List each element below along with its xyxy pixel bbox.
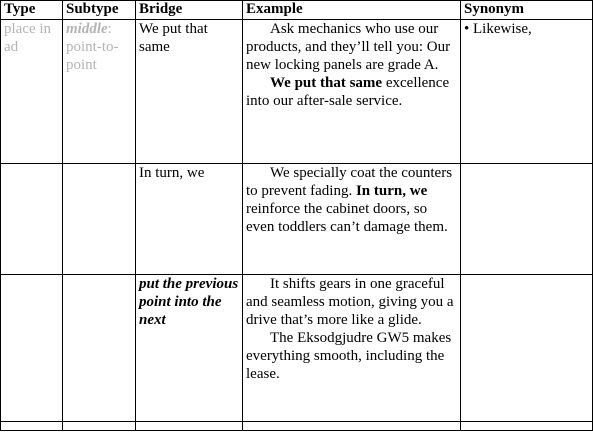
example-paragraph: The Eksodgjudre GW5 makes everything smooth, including the lease. (246, 330, 452, 382)
example-cell (243, 164, 461, 275)
synonym-text: • Likewise, (464, 21, 532, 37)
bridge-text: We put that same (139, 21, 208, 55)
header-bridge: Bridge (136, 1, 243, 20)
header-type: Type (1, 1, 63, 20)
synonym-cell (461, 164, 593, 275)
bridge-text: put the previous point into the next (139, 276, 239, 328)
example-paragraph (246, 74, 457, 110)
table-row-cut-off (1, 422, 593, 431)
subtype-cell (63, 275, 136, 422)
header-subtype: Subtype (63, 1, 136, 20)
header-synonym: Synonym (461, 1, 593, 20)
example-paragraph: It shifts gears in one graceful and seamless motion, giving you a drive that’s more like a glide. (246, 276, 454, 328)
subtype-cell (63, 20, 136, 164)
subtype-emphasis: middle (66, 21, 108, 37)
example-text: excellence into our after-sale service. (246, 75, 450, 109)
synonym-cell (461, 20, 593, 164)
example-text: We specially coat the counters to prevent fading. (246, 165, 453, 199)
bridge-cell (136, 20, 243, 164)
synonym-cell (461, 275, 593, 422)
table-row (1, 275, 593, 422)
type-text: place in ad (4, 21, 52, 55)
type-cell (1, 164, 63, 275)
header-row (1, 1, 593, 20)
example-paragraph: Ask mechanics who use our products, and they’ll tell you: Our new locking panels are grade A. (246, 21, 451, 73)
example-bridge-phrase: We put that same (270, 75, 383, 91)
example-cell (243, 20, 461, 164)
bridge-cell (136, 275, 243, 422)
type-cell (1, 275, 63, 422)
bridge-cell (136, 164, 243, 275)
example-paragraph (246, 164, 457, 236)
table-row (1, 164, 593, 275)
header-example: Example (243, 1, 461, 20)
example-text: reinforce the cabinet doors, so even toddlers can’t damage them. (246, 201, 448, 235)
example-cell (243, 275, 461, 422)
bridge-text: In turn, we (139, 165, 205, 181)
subtype-text: : point-to-point (66, 21, 119, 73)
example-bridge-phrase: In turn, we (355, 183, 428, 199)
subtype-cell (63, 164, 136, 275)
table-row (1, 20, 593, 164)
type-cell (1, 20, 63, 164)
